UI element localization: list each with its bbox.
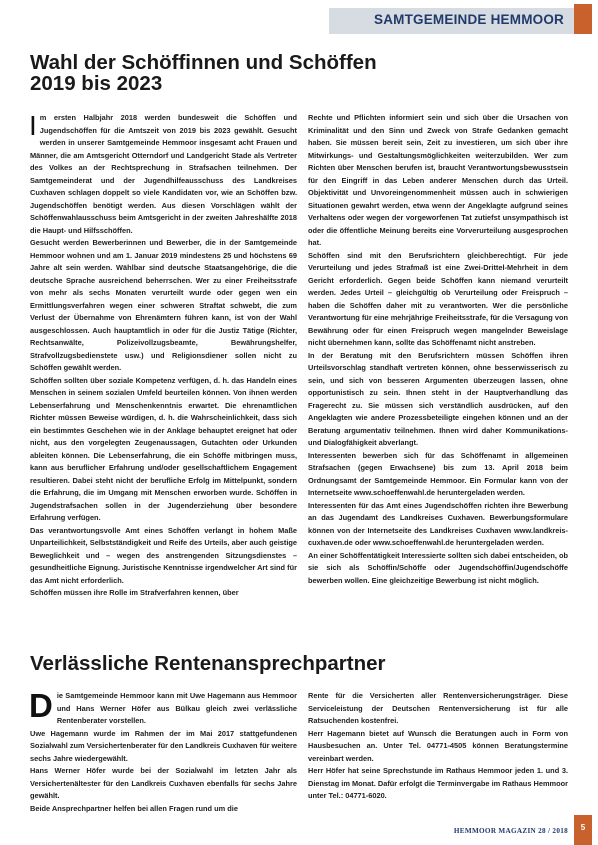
article-title-line2: 2019 bis 2023	[30, 72, 163, 95]
paragraph: Hans Werner Höfer wurde bei der Sozialwahl im letzten Jahr als Versichertenältester für den Landkreis Cuxhaven ebenfalls für sechs Jahre gewählt.	[30, 766, 297, 800]
paragraph: An einer Schöffentätigkeit Interessierte sollten sich dabei entscheiden, ob sie sich als Schöffin/Schöffe oder Jugendschöffin/Jugendschöffe bewerben wollen. Eine gleichzeitige Bewerbung ist nicht möglich.	[308, 550, 568, 585]
article-column-right	[308, 112, 568, 587]
article-title	[30, 52, 570, 94]
second-article-title: Verlässliche Rentenansprechpartner	[30, 652, 386, 675]
paragraph: Herr Höfer hat seine Sprechstunde im Rathaus Hemmoor jeden 1. und 3. Dienstag im Monat. Dafür erfolgt die Terminvergabe im Rathaus Hemmoor unter Tel.: 04771-6020.	[308, 766, 568, 800]
paragraph: Gesucht werden Bewerberinnen und Bewerber, die in der Samtgemeinde Hemmoor wohnen und am 1. Januar 2019 mindestens 25 und höchstens 69 Jahre alt sein werden. Wählbar sind deutsche Staatsangehörige, die die deutsche Sprache ausreichend beherrschen. Wer zu einer Freiheitsstrafe von mehr als sechs Monaten verurteilt wurde oder gegen wen ein Ermittlungsverfahren wegen einer schweren Straftat schwebt, die zum Verlust der Übernahme von Ehrenämtern führen kann, ist von der Wahl ausgeschlossen. Auch hauptamtlich in oder für die Justiz Tätige (Richter, Rechtsanwälte, Polizeivollzugsbeamte, Bewährungshelfer, Strafvollzugsbedienstete usw.) und Religionsdiener sollen nicht zu Schöffen gewählt werden.	[30, 238, 297, 372]
article-title-line1: Wahl der Schöffinnen und Schöffen	[30, 51, 377, 74]
drop-cap: I	[29, 110, 37, 141]
paragraph	[30, 112, 297, 237]
paragraph: Das verantwortungsvolle Amt eines Schöffen verlangt in hohem Maße Unparteilichkeit, Selbstständigkeit und Reife des Urteils, aber auch geistige Beweglichkeit und – wegen des anstrengenden Sitzungsdienstes – gesundheitliche Eignung. Juristische Kenntnisse irgendwelcher Art sind für das Amt nicht erforderlich.	[30, 525, 297, 585]
paragraph: Interessenten bewerben sich für das Schöffenamt in allgemeinen Strafsachen (gegen Erwachsene) bis zum 13. April 2018 beim Ordnungsamt der Samtgemeinde Hemmoor. Ein Formular kann von der Internetseite www.schoeffenwahl.de heruntergeladen werden.	[308, 450, 568, 497]
paragraph: Schöffen müssen ihre Rolle im Strafverfahren kennen, über	[30, 588, 239, 597]
paragraph: Herr Hagemann bietet auf Wunsch die Beratungen auch in Form von Hausbesuchen an. Unter Tel. 04771-4505 können Beratungstermine vereinbart werden.	[308, 728, 568, 763]
paragraph: Rente für die Versicherten aller Rentenversicherungsträger. Diese Serviceleistung der Deutschen Rentenversicherung ist für alle Ratsuchenden kostenfrei.	[308, 691, 568, 725]
paragraph: In der Beratung mit den Berufsrichtern müssen Schöffen ihren Urteilsvorschlag standhaft vertreten können, ohne besserwisserisch zu sein, und sich von besseren Argumenten überzeugen lassen, ohne opportunistisch zu sein. Ihnen steht in der Hauptverhandlung das Fragerecht zu. Sie müssen sich verständlich ausdrücken, auf den Angeklagten wie andere Prozessbeteiligte eingehen können und an der Beratung argumentativ teilnehmen. Ihnen wird daher Kommunikations- und Dialogfähigkeit abverlangt.	[308, 350, 568, 447]
second-article-column-right	[308, 690, 568, 803]
drop-cap: D	[29, 687, 53, 724]
header-accent-tab	[574, 4, 592, 34]
magazine-issue-label: HEMMOOR MAGAZIN 28 / 2018	[453, 827, 568, 835]
page-number: 5	[580, 823, 586, 832]
article-column-left	[30, 112, 297, 600]
paragraph	[29, 687, 297, 728]
paragraph: Schöffen sollten über soziale Kompetenz verfügen, d. h. das Handeln eines Menschen in seinem sozialen Umfeld beurteilen können. Von ihnen werden Lebenserfahrung und Menschenkenntnis erwartet. Die ehrenamtlichen Richter müssen Beweise würdigen, d. h. die Wahrscheinlichkeit, dass sich ein bestimmtes Geschehen wie in der Anklage behauptet ereignet hat oder nicht, aus den vorgelegten Zeugenaussagen, Gutachten oder Urkunden ableiten können. Die Lebenserfahrung, die ein Schöffe mitbringen muss, kann aus beruflicher Erfahrung und/oder gesellschaftlichem Engagement resultieren. Dabei steht nicht der berufliche Erfolg im Mittelpunkt, sondern die Erfahrung, die im Umgang mit Menschen erworben wurde. Schöffen in Jugendstrafsachen sollen in der Jugenderziehung über besondere Erfahrung verfügen.	[30, 375, 297, 522]
paragraph: Schöffen sind mit den Berufsrichtern gleichberechtigt. Für jede Verurteilung und jedes Strafmaß ist eine Zwei-Drittel-Mehrheit in dem Gericht erforderlich. Gegen beide Schöffen kann niemand verurteilt werden. Jedes Urteil – gleichgültig ob Verurteilung oder Freispruch – haben die Schöffen daher mit zu verantworten. Wer die persönliche Verantwortung für eine mehrjährige Freiheitsstrafe, für die Versagung von Bewährung oder für einen Freispruch wegen mangelnder Beweislage nicht übernehmen kann, sollte das Schöffenamt nicht anstreben.	[308, 250, 568, 347]
paragraph: Interessenten für das Amt eines Jugendschöffen richten ihre Bewerbung an das Jugendamt des Landkreises Cuxhaven. Bewerbungsformulare können von der Internetseite des Landkreises Cuxhaven www.landkreis-cuxhaven.de oder www.schoeffenwahl.de heruntergeladen werden.	[308, 500, 568, 547]
paragraph-text: m ersten Halbjahr 2018 werden bundesweit die Schöffen und Jugendschöffen für die Amtszeit von 2019 bis 2023 gewählt. Gesucht werden in unserer Samtgemeinde Hemmoor insgesamt acht Frauen und Männer, die am Amtsgericht Otterndorf und Landgericht Stade als Vertreter des Volkes an der Rechtsprechung in Strafsachen teilnehmen. Der Samtgemeinderat und der Jugendhilfeausschuss des Landkreises Cuxhaven schlagen doppelt so viele Kandidaten vor, wie an Schöffen bzw. Jugendschöffen benötigt werden. Aus diesen Vorschlägen wählt der Schöffenwahlausschuss beim Amtsgericht in der zweiten Jahreshälfte 2018 die Haupt- und Hilfsschöffen.	[30, 113, 297, 235]
paragraph: Uwe Hagemann wurde im Rahmen der im Mai 2017 stattgefundenen Sozialwahl zum Versichertenberater für den Landkreis Cuxhaven für weitere sechs Jahre wiedergewählt.	[30, 728, 297, 763]
section-header: SAMTGEMEINDE HEMMOOR	[373, 12, 564, 27]
paragraph-text: ie Samtgemeinde Hemmoor kann mit Uwe Hagemann aus Hemmoor und Hans Werner Höfer aus Bülkau gleich zwei verlässliche Rentenberater vorstellen.	[56, 691, 297, 725]
second-article-column-left	[29, 687, 297, 815]
paragraph: Rechte und Pflichten informiert sein und sich über die Ursachen von Kriminalität und den Sinn und Zweck von Strafe Gedanken gemacht haben. Sie müssen bereit sein, Zeit zu investieren, um sich über ihre Mitwirkungs- und Gestaltungsmöglichkeiten weiterzubilden. Wer zum Richten über Menschen berufen ist, braucht Verantwortungsbewusstsein für den Eingriff in das Leben anderer Menschen durch das Urteil. Objektivität und Unvoreingenommenheit müssen auch in schwierigen Situationen gewahrt werden, etwa wenn der Angeklagte aufgrund seines Verhaltens oder wegen der vorgeworfenen Tat zutiefst unsympathisch ist oder die öffentliche Meinung bereits eine Vorverurteilung ausgesprochen hat.	[308, 113, 568, 247]
paragraph: Beide Ansprechpartner helfen bei allen Fragen rund um die	[30, 803, 238, 813]
